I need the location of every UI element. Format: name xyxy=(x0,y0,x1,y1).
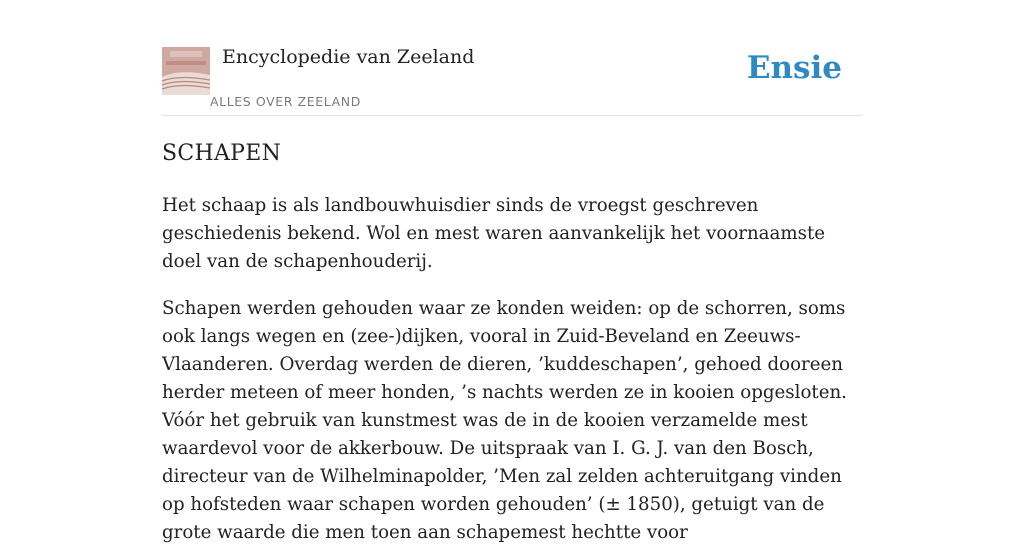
article xyxy=(162,138,862,547)
book-pages-icon xyxy=(162,47,210,95)
article-paragraph: Het schaap is als landbouwhuisdier sinds de vroegst geschreven geschiedenis bekend. Wol en mest waren aanvankelijk het voornaamste doel van de schapenhouderij. xyxy=(162,195,826,272)
site-subtitle: ALLES OVER ZEELAND xyxy=(210,94,361,109)
article-title: SCHAPEN xyxy=(162,141,282,166)
site-avatar[interactable] xyxy=(162,47,210,95)
brand-logo[interactable]: Ensie xyxy=(746,50,842,86)
site-title[interactable]: Encyclopedie van Zeeland xyxy=(222,46,475,68)
article-paragraph: Schapen werden gehouden waar ze konden weiden: op de schorren, soms ook langs wegen en (zee-)dijken, vooral in Zuid-Beveland en Zeeuws-Vlaanderen. Overdag werden de dieren, ’kuddeschapen’, gehoed dooreen herder meteen of meer honden, ’s nachts werden ze in kooien opgesloten. Vóór het gebruik van kunstmest was de in de kooien verzamelde mest waardevol voor de akkerbouw. De uitspraak van I. G. J. van den Bosch, directeur van de Wilhelminapolder, ’Men zal zelden achteruitgang vinden op hofsteden waar schapen worden gehouden’ (± 1850), getuigt van de grote waarde die men toen aan schapemest hechtte voor xyxy=(162,298,847,543)
site-header xyxy=(162,44,862,116)
